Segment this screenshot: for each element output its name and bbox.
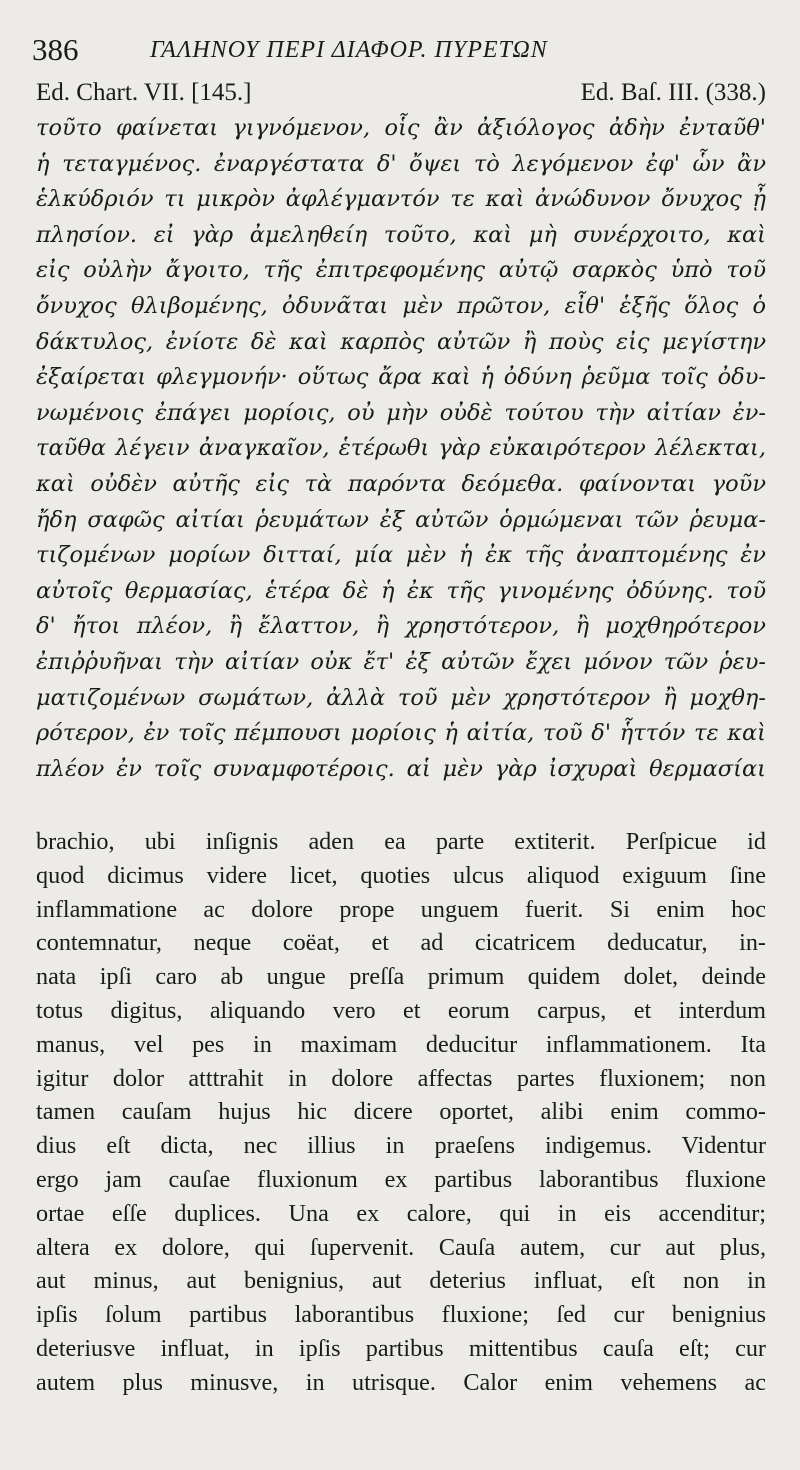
latin-line: quod dicimus videre licet, quoties ulcus aliquod exiguum ſine bbox=[36, 861, 766, 889]
greek-line: ἡ τεταγμένος. ἐναργέστατα δ' ὄψει τὸ λεγόμενον ἐφ' ὧν ἂν bbox=[36, 150, 766, 177]
greek-line: ἐξαίρεται φλεγμονήν· οὕτως ἄρα καὶ ἡ ὀδύνη ῥεῦμα τοῖς ὀδυ- bbox=[36, 364, 766, 391]
latin-line: tamen cauſam hujus hic dicere oportet, alibi enim commo- bbox=[36, 1098, 766, 1126]
latin-line: altera ex dolore, qui ſupervenit. Cauſa autem, cur aut plus, bbox=[36, 1233, 766, 1261]
greek-line: πλησίον. εἰ γὰρ ἀμεληθείη τοῦτο, καὶ μὴ συνέρχοιτο, καὶ bbox=[36, 221, 766, 248]
greek-line: ματιζομένων σωμάτων, ἀλλὰ τοῦ μὲν χρηστότερον ἢ μοχθη- bbox=[36, 684, 766, 711]
latin-line: dius eſt dicta, nec illius in praeſens indigemus. Videntur bbox=[36, 1132, 766, 1160]
latin-line: ortae eſſe duplices. Una ex calore, qui in eis accenditur; bbox=[36, 1199, 766, 1227]
greek-text-block bbox=[36, 111, 766, 787]
greek-line: δ' ἤτοι πλέον, ἢ ἔλαττον, ἢ χρηστότερον, ἢ μοχθηρότερον bbox=[36, 613, 766, 640]
greek-line: ἑλκύδριόν τι μικρὸν ἀφλέγμαντόν τε καὶ ἀνώδυνον ὄνυχος ᾖ bbox=[36, 186, 766, 213]
latin-line: ipſis ſolum partibus laborantibus fluxione; ſed cur benignius bbox=[36, 1301, 766, 1329]
chartier-edition-reference: Ed. Chart. VII. [145.] bbox=[36, 79, 252, 106]
greek-line: αὐτοῖς θερμασίας, ἑτέρα δὲ ἡ ἐκ τῆς γινομένης ὀδύνης. τοῦ bbox=[36, 577, 766, 604]
latin-line: nata ipſi caro ab ungue preſſa primum quidem dolet, deinde bbox=[36, 963, 766, 991]
greek-line: πλέον ἐν τοῖς συναμφοτέροις. αἱ μὲν γὰρ ἰσχυραὶ θερμασίαι bbox=[36, 755, 766, 782]
greek-line: δάκτυλος, ἐνίοτε δὲ καὶ καρπὸς αὐτῶν ἢ ποὺς εἰς μεγίστην bbox=[36, 328, 766, 355]
latin-line: inflammatione ac dolore prope unguem fuerit. Si enim hoc bbox=[36, 895, 766, 923]
running-title: ΓΑΛΗΝΟΥ ΠΕΡΙ ΔΙΑΦΟΡ. ΠΥΡΕΤΩΝ bbox=[150, 37, 548, 63]
greek-line: τιζομένων μορίων διτταί, μία μὲν ἡ ἐκ τῆς ἀναπτομένης ἐν bbox=[36, 542, 766, 569]
greek-line: ἤδη σαφῶς αἰτίαι ῥευμάτων ἐξ αὐτῶν ὁρμώμεναι τῶν ῥευμα- bbox=[36, 506, 766, 533]
latin-line: totus digitus, aliquando vero et eorum carpus, et interdum bbox=[36, 996, 766, 1024]
greek-line: ρότερον, ἐν τοῖς πέμπουσι μορίοις ἡ αἰτία, τοῦ δ' ἧττόν τε καὶ bbox=[36, 720, 766, 747]
latin-line: brachio, ubi inſignis aden ea parte extiterit. Perſpicue id bbox=[36, 828, 766, 855]
greek-line: εἰς οὐλὴν ἄγοιτο, τῆς ἐπιτρεφομένης αὐτῷ σαρκὸς ὑπὸ τοῦ bbox=[36, 257, 766, 284]
basel-edition-reference: Ed. Baſ. III. (338.) bbox=[580, 79, 766, 106]
latin-line: igitur dolor atttrahit in dolore affectas partes fluxionem; non bbox=[36, 1064, 766, 1092]
latin-line: deteriusve influat, in ipſis partibus mittentibus cauſa eſt; cur bbox=[36, 1334, 766, 1362]
page-header bbox=[32, 30, 772, 74]
greek-line: νωμένοις ἐπάγει μορίοις, οὐ μὴν οὐδὲ τούτου τὴν αἰτίαν ἐν- bbox=[36, 399, 766, 426]
greek-line: ἐπιῤῥυῆναι τὴν αἰτίαν οὐκ ἔτ' ἐξ αὐτῶν ἔχει μόνον τῶν ῥευ- bbox=[36, 648, 766, 675]
greek-line: ταῦθα λέγειν ἀναγκαῖον, ἑτέρωθι γὰρ εὐκαιρότερον λέλεκται, bbox=[36, 435, 766, 462]
latin-text-block bbox=[36, 825, 766, 1400]
latin-line: ergo jam cauſae fluxionum ex partibus laborantibus fluxione bbox=[36, 1165, 766, 1193]
latin-line: contemnatur, neque coëat, et ad cicatricem deducatur, in- bbox=[36, 929, 766, 957]
greek-line: καὶ οὐδὲν αὐτῆς εἰς τὰ παρόντα δεόμεθα. φαίνονται γοῦν bbox=[36, 470, 766, 497]
edition-reference-line bbox=[36, 78, 766, 108]
greek-line: ὄνυχος θλιβομένης, ὀδυνᾶται μὲν πρῶτον, εἶθ' ἑξῆς ὅλος ὁ bbox=[36, 292, 766, 319]
latin-line: manus, vel pes in maximam deducitur inflammationem. Ita bbox=[36, 1030, 766, 1058]
greek-line: τοῦτο φαίνεται γιγνόμενον, οἷς ἂν ἀξιόλογος ἀδὴν ἐνταῦθ' bbox=[36, 115, 766, 141]
page-number: 386 bbox=[32, 32, 79, 67]
latin-line: aut minus, aut benignius, aut deterius influat, eſt non in bbox=[36, 1267, 766, 1295]
latin-line: autem plus minusve, in utrisque. Calor enim vehemens ac bbox=[36, 1368, 766, 1396]
